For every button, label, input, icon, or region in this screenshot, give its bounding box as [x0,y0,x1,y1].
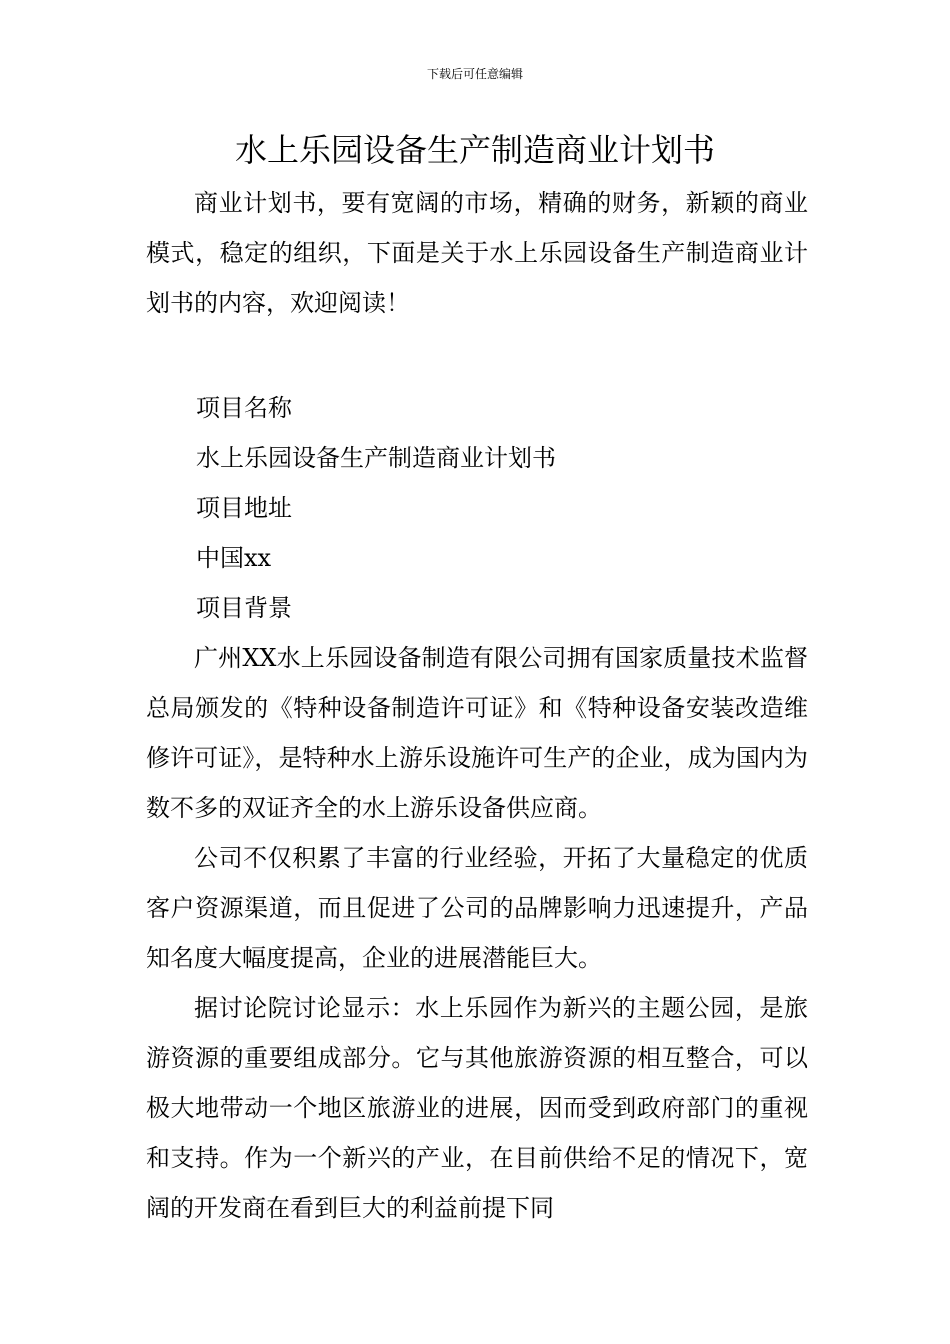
project-address-label: 项目地址 [196,494,292,522]
document-title: 水上乐园设备生产制造商业计划书 [234,131,715,169]
background-paragraph-2: 公司不仅积累了丰富的行业经验，开拓了大量稳定的优质客户资源渠道，而且促进了公司的品牌影响力迅速提升，产品知名度大幅度提高，企业的进展潜能巨大。 [146,844,808,972]
page-header-note: 下载后可任意编辑 [426,67,523,81]
project-name-label: 项目名称 [196,394,292,422]
intro-paragraph: 商业计划书，要有宽阔的市场，精确的财务，新颖的商业模式，稳定的组织，下面是关于水上乐园设备生产制造商业计划书的内容，欢迎阅读！ [146,189,808,317]
project-address-value: 中国xx [196,544,272,572]
project-name-value: 水上乐园设备生产制造商业计划书 [196,444,556,472]
background-paragraph-1: 广州XX水上乐园设备制造有限公司拥有国家质量技术监督总局颁发的《特种设备制造许可证》和《特种设备安装改造维修许可证》，是特种水上游乐设施许可生产的企业，成为国内为数不多的双证齐全的水上游乐设备供应商。 [146,644,808,822]
background-paragraph-3: 据讨论院讨论显示：水上乐园作为新兴的主题公园，是旅游资源的重要组成部分。它与其他旅游资源的相互整合，可以极大地带动一个地区旅游业的进展，因而受到政府部门的重视和支持。作为一个新兴的产业，在目前供给不足的情况下，宽阔的开发商在看到巨大的利益前提下同 [146,994,808,1222]
project-background-label: 项目背景 [196,594,292,622]
blank-line [146,328,808,378]
document-body [146,178,808,1233]
